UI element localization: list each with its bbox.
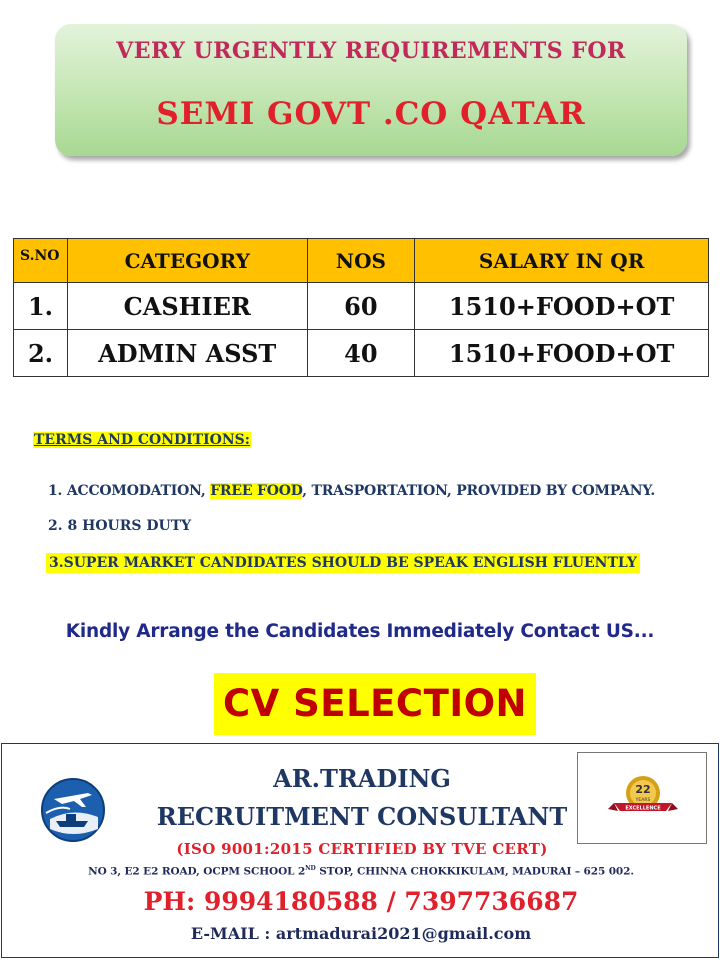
table-row: [14, 283, 709, 330]
cv-selection-label: CV SELECTION: [214, 673, 536, 735]
badge-ribbon-text: EXCELLENCE: [625, 805, 661, 812]
phone-numbers: PH: 9994180588 / 7397736687: [143, 887, 579, 916]
email-address: E-MAIL : artmadurai2021@gmail.com: [190, 924, 532, 943]
row-salary: 1510+FOOD+OT: [415, 330, 709, 377]
header-category: CATEGORY: [67, 239, 307, 283]
address-part-1: NO 3, E2 E2 ROAD, OCPM SCHOOL 2: [88, 865, 306, 878]
header-nos: NOS: [307, 239, 415, 283]
row-sno: 2.: [14, 330, 68, 377]
term-item-3: 3.SUPER MARKET CANDIDATES SHOULD BE SPEAK ENGLISH FLUENTLY: [46, 553, 640, 573]
row-category: ADMIN ASST: [67, 330, 307, 377]
row-salary: 1510+FOOD+OT: [415, 283, 709, 330]
company-footer: [1, 743, 719, 958]
badge-years: YEARS: [635, 798, 651, 803]
header-sno: S.NO: [14, 239, 68, 283]
term-1-prefix: 1. ACCOMODATION,: [48, 483, 211, 499]
banner-subtitle: VERY URGENTLY REQUIREMENTS FOR: [116, 38, 626, 64]
term-item-1: [48, 483, 655, 499]
header-salary: SALARY IN QR: [415, 239, 709, 283]
table-row: [14, 330, 709, 377]
excellence-badge-panel: [577, 752, 707, 844]
address-part-2: STOP, CHINNA CHOKKIKULAM, MADURAI – 625 002.: [315, 865, 634, 878]
row-nos: 40: [307, 330, 415, 377]
headline-banner: [55, 24, 687, 156]
row-sno: 1.: [14, 283, 68, 330]
excellence-ribbon-badge-icon: [578, 753, 708, 845]
row-category: CASHIER: [67, 283, 307, 330]
ship-plane-globe-logo-icon: [40, 777, 106, 843]
company-address: [2, 865, 720, 878]
iso-certification: (ISO 9001:2015 CERTIFIED BY TVE CERT): [176, 840, 548, 858]
company-name-line1: AR.TRADING: [273, 764, 451, 793]
banner-title: SEMI GOVT .CO QATAR: [156, 96, 586, 132]
table-header-row: [14, 239, 709, 283]
vacancy-table: [13, 238, 709, 377]
row-nos: 60: [307, 283, 415, 330]
terms-heading: TERMS AND CONDITIONS:: [34, 432, 250, 448]
term-1-highlight: FREE FOOD: [210, 483, 303, 499]
call-to-action: Kindly Arrange the Candidates Immediately Contact US...: [65, 621, 655, 642]
company-name-line2: RECRUITMENT CONSULTANT: [156, 802, 568, 831]
term-item-2: 2. 8 HOURS DUTY: [48, 518, 192, 534]
term-1-suffix: , TRASPORTATION, PROVIDED BY COMPANY.: [302, 483, 656, 499]
badge-number: 22: [635, 783, 651, 796]
address-superscript: ND: [305, 865, 316, 872]
